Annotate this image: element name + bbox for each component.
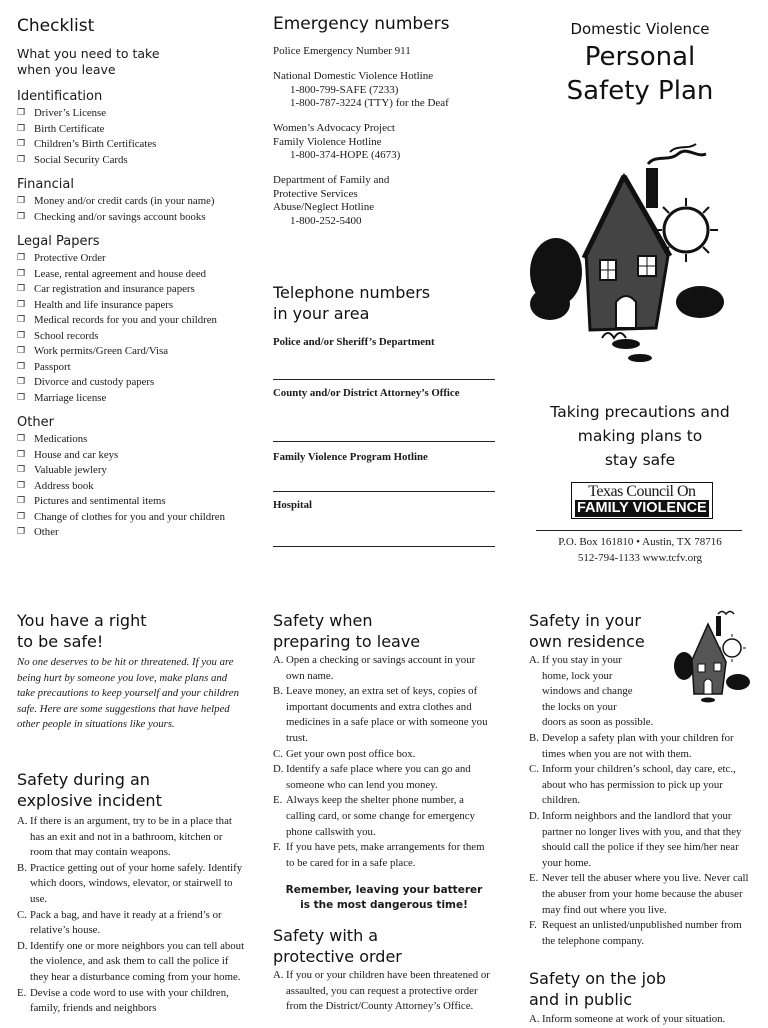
emergency-panel: [273, 14, 513, 240]
explosive-item: [17, 986, 245, 1017]
job-panel: [529, 968, 754, 1028]
item-letter: B.: [273, 685, 283, 698]
item-text: Open a checking or savings account in your own name.: [286, 654, 476, 682]
checklist-item: ❒ Passport: [17, 360, 257, 376]
item-letter: B.: [529, 731, 539, 744]
emergency-line: 1-800-252-5400: [290, 214, 362, 227]
emergency-line: Police Emergency Number 911: [273, 45, 411, 57]
item-text: Identify one or more neighbors you can tell about the violence, and ask them to call the police if they hear a disturbance coming from your home.: [30, 939, 245, 983]
explosive-title-line2: explosive incident: [17, 791, 162, 810]
phone-field-line-attorney[interactable]: [273, 441, 495, 442]
item-letter: F.: [273, 841, 281, 854]
checklist-groups: [17, 89, 257, 541]
residence-item: [529, 762, 754, 809]
preparing-item: [273, 747, 495, 763]
house-illustration: [528, 132, 748, 368]
residence-a-line2: home, lock your: [542, 669, 613, 682]
item-letter: F.: [529, 919, 537, 932]
checklist-item: ❒ Car registration and insurance papers: [17, 282, 257, 298]
item-text: If you or your children have been threatened or assaulted, you can request a protective order from the District/County Attorney’s Office.: [286, 969, 490, 1013]
phone-field-label-police: Police and/or Sheriff’s Department: [273, 336, 435, 348]
checklist-item: ❒ Driver’s License: [17, 106, 257, 122]
protective-list: [273, 968, 495, 1015]
residence-a-line3: windows and change: [542, 685, 633, 698]
checklist-item: ❒ Medical records for you and your children: [17, 313, 257, 329]
tagline-line2: making plans to: [577, 427, 703, 445]
phone-field-line-hospital[interactable]: [273, 546, 495, 547]
residence-item: [529, 731, 754, 762]
preparing-item: [273, 762, 495, 793]
checklist-item: ❒ Medications: [17, 432, 257, 448]
item-letter: A.: [273, 654, 284, 666]
checklist-item: ❒ Marriage license: [17, 391, 257, 407]
preparing-title-line2: preparing to leave: [273, 632, 421, 651]
checklist-group-heading: Identification: [17, 89, 103, 104]
emergency-line: 1-800-374-HOPE (4673): [290, 149, 401, 161]
item-text: Pack a bag, and have it ready at a friend’s or relative’s house.: [30, 908, 222, 937]
tagline-line1: Taking precautions and: [550, 403, 730, 421]
checklist-item: ❒ Other: [17, 525, 257, 541]
logo-line1: Texas Council On: [588, 483, 696, 500]
checklist-item: ❒ Work permits/Green Card/Visa: [17, 344, 257, 360]
residence-item: [529, 809, 754, 871]
preparing-item: [273, 684, 495, 746]
explosive-panel: [17, 769, 245, 1017]
address-line1: P.O. Box 161810 • Austin, TX 78716: [558, 536, 722, 548]
job-title-line2: and in public: [529, 990, 632, 1009]
checklist-item: ❒ Social Security Cards: [17, 153, 257, 169]
checklist-title: Checklist: [17, 16, 95, 36]
explosive-item: [17, 861, 245, 908]
item-letter: A.: [17, 815, 28, 827]
item-letter: C.: [17, 908, 27, 921]
item-letter: B.: [17, 861, 27, 874]
checklist-group-items: [17, 194, 257, 225]
preparing-item: [273, 840, 495, 871]
phone-field-label-attorney: County and/or District Attorney’s Office: [273, 387, 460, 399]
reminder-line1: Remember, leaving your batterer: [285, 884, 483, 897]
item-letter: C.: [529, 763, 539, 776]
right-to-safe-panel: [17, 610, 245, 733]
emergency-line: Abuse/Neglect Hotline: [273, 201, 375, 213]
checklist-item: ❒ Money and/or credit cards (in your name): [17, 194, 257, 210]
emergency-list: [273, 45, 513, 228]
tcfv-logo-box: [571, 482, 713, 519]
explosive-item: [17, 814, 245, 861]
explosive-item: [17, 908, 245, 939]
right-to-safe-title-line1: You have a right: [17, 611, 147, 630]
emergency-line: Protective Services: [273, 187, 358, 200]
checklist-item: ❒ Pictures and sentimental items: [17, 494, 257, 510]
job-item: [529, 1012, 754, 1028]
emergency-line: Family Violence Hotline: [273, 135, 382, 148]
item-text: Devise a code word to use with your children, family, friends and neighbors: [30, 986, 229, 1015]
emergency-entry: [273, 174, 513, 228]
address-divider: [536, 530, 742, 531]
cover-tagline: [530, 400, 750, 472]
item-text: Identify a safe place where you can go and someone who can lend you money.: [286, 763, 471, 791]
phone-field-label-hotline: Family Violence Program Hotline: [273, 451, 428, 463]
item-text: Practice getting out of your home safely. Identify which doors, windows, elevator, or stairwell to use.: [30, 861, 243, 905]
item-text: Always keep the shelter phone number, a calling card, or some change for emergency phone callswith you.: [286, 794, 475, 838]
checklist-item: ❒ Divorce and custody papers: [17, 375, 257, 391]
item-letter: D.: [529, 809, 540, 822]
phone-field-line-police[interactable]: [273, 379, 495, 380]
explosive-title-line1: Safety during an: [17, 770, 150, 789]
residence-title-line2: own residence: [529, 632, 645, 651]
job-list: [529, 1012, 754, 1028]
residence-title-line1: Safety in your: [529, 611, 641, 630]
emergency-line: Women’s Advocacy Project: [273, 122, 395, 134]
item-letter: A.: [273, 969, 284, 981]
emergency-title: Emergency numbers: [273, 14, 450, 34]
item-text: If you have pets, make arrangements for them to be cared for in a safe place.: [286, 841, 485, 869]
item-text: If there is an argument, try to be in a place that has an exit and not in a bathroom, kitchen or room that may contain weapons.: [30, 815, 232, 859]
item-text: Inform someone at work of your situation.: [542, 1013, 726, 1025]
explosive-list: [17, 814, 245, 1017]
job-title-line1: Safety on the job: [529, 969, 667, 988]
checklist-item: ❒ Children’s Birth Certificates: [17, 137, 257, 153]
checklist-item: ❒ Change of clothes for you and your children: [17, 510, 257, 526]
cover-kicker: Domestic Violence: [570, 20, 710, 38]
item-letter: E.: [17, 986, 27, 999]
checklist-panel: [17, 16, 257, 541]
item-letter: D.: [17, 939, 28, 952]
checklist-item: ❒ House and car keys: [17, 448, 257, 464]
telephone-title-line2: in your area: [273, 304, 370, 323]
checklist-item: ❒ Checking and/or savings account books: [17, 210, 257, 226]
tcfv-logo: [571, 482, 713, 519]
telephone-title-line1: Telephone numbers: [273, 283, 431, 302]
logo-line2: FAMILY VIOLENCE: [577, 500, 707, 516]
protective-title-line2: protective order: [273, 947, 402, 966]
checklist-item: ❒ Birth Certificate: [17, 122, 257, 138]
item-text: Never tell the abuser where you live. Never call the abuser from your home because the abuser may find out where you live.: [542, 872, 749, 916]
item-text: Request an unlisted/unpublished number from the telephone company.: [542, 919, 742, 947]
residence-a-line1: If you stay in your: [542, 654, 622, 666]
checklist-group-heading: Legal Papers: [17, 234, 100, 249]
emergency-line: 1-800-787-3224 (TTY) for the Deaf: [290, 97, 449, 109]
item-text: Inform neighbors and the landlord that your partner no longer lives with you, and that they should call the police if they see him/her near your home.: [542, 809, 742, 869]
checklist-group-heading: Financial: [17, 177, 74, 192]
protective-panel: [273, 925, 495, 1015]
address-line2: 512-794-1133 www.tcfv.org: [577, 551, 703, 564]
preparing-list: [273, 653, 495, 871]
item-text: Inform your children’s school, day care, etc., about who has permission to pick up your children.: [542, 763, 736, 807]
checklist-group-items: [17, 106, 257, 168]
right-to-safe-body: No one deserves to be hit or threatened. If you are being hurt by someone you love, make plans and take precautions to keep yourself and your children safe. Here are some suggestions that have helped other people in situations like yours.: [17, 656, 239, 731]
item-letter: D.: [273, 763, 284, 776]
checklist-item: ❒ Lease, rental agreement and house deed: [17, 267, 257, 283]
small-house-illustration: [672, 608, 752, 708]
emergency-line: Department of Family and: [273, 174, 390, 186]
right-to-safe-title-line2: to be safe!: [17, 632, 104, 651]
protective-item: [273, 968, 495, 1015]
phone-field-label-hospital: Hospital: [273, 499, 312, 511]
checklist-group-heading: Other: [17, 415, 54, 430]
address: [530, 535, 750, 566]
item-letter: C.: [273, 747, 283, 760]
emergency-entry: [273, 70, 513, 111]
checklist-item: ❒ School records: [17, 329, 257, 345]
residence-a-line4: the locks on your: [542, 700, 617, 713]
item-text: Develop a safety plan with your children for times when you are not with them.: [542, 731, 734, 760]
item-letter: A.: [529, 654, 540, 666]
phone-field-line-hotline[interactable]: [273, 491, 495, 492]
checklist-subtitle: What you need to take when you leave: [17, 46, 160, 77]
preparing-item: [273, 793, 495, 840]
checklist-item: ❒ Valuable jewlery: [17, 463, 257, 479]
checklist-group-items: [17, 251, 257, 406]
emergency-line: 1-800-799-SAFE (7233): [290, 83, 399, 96]
residence-item: [529, 918, 754, 949]
item-letter: E.: [273, 794, 283, 807]
checklist-item: ❒ Protective Order: [17, 251, 257, 267]
item-text: Get your own post office box.: [286, 747, 416, 760]
checklist-group-items: [17, 432, 257, 541]
explosive-item: [17, 939, 245, 986]
preparing-panel: [273, 610, 495, 912]
checklist-item: ❒ Address book: [17, 479, 257, 495]
cover-title-line2: Safety Plan: [566, 76, 714, 106]
cover-title-line1: Personal: [584, 42, 696, 72]
emergency-entry: [273, 45, 513, 59]
residence-a-line5: doors as soon as possible.: [542, 716, 654, 729]
reminder-line2: is the most dangerous time!: [300, 898, 468, 911]
preparing-item: [273, 653, 495, 684]
residence-item: [529, 871, 754, 918]
preparing-title-line1: Safety when: [273, 611, 373, 630]
telephone-panel: [273, 282, 513, 324]
item-letter: E.: [529, 872, 539, 885]
residence-list-rest: [529, 731, 754, 949]
item-text: Leave money, an extra set of keys, copies of important documents and extra clothes and medicines in a safe place or with someone you trust.: [286, 685, 488, 744]
protective-title-line1: Safety with a: [273, 926, 379, 945]
emergency-entry: [273, 122, 513, 163]
item-letter: A.: [529, 1013, 540, 1025]
tagline-line3: stay safe: [604, 451, 676, 469]
cover-panel: [530, 18, 750, 108]
emergency-line: National Domestic Violence Hotline: [273, 70, 434, 82]
reminder: [273, 883, 495, 912]
checklist-item: ❒ Health and life insurance papers: [17, 298, 257, 314]
